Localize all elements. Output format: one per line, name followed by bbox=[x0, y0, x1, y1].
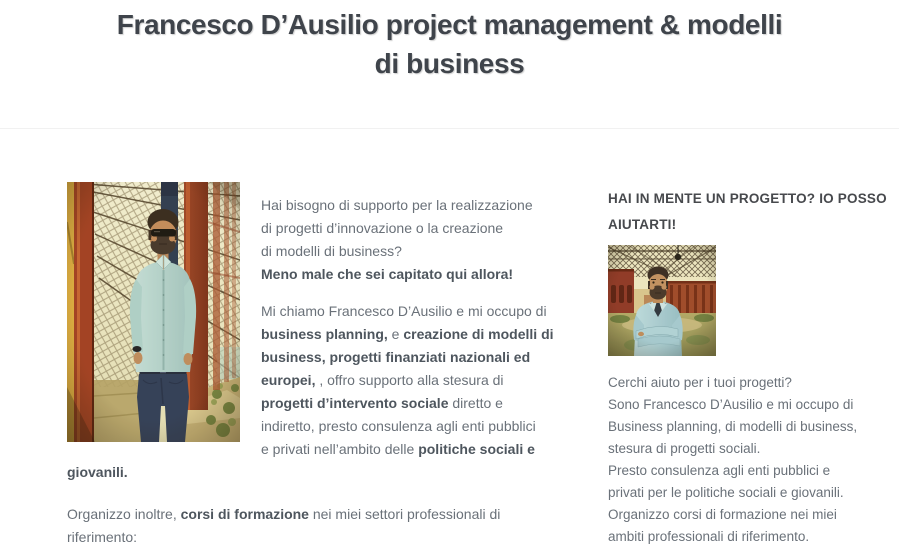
site-header bbox=[0, 0, 899, 129]
intro-paragraph: Hai bisogno di supporto per la realizzazione di progetti d’innovazione o la creazione di modelli di business? Meno male che sei capitato qui allora! bbox=[261, 197, 533, 282]
training-paragraph: Organizzo inoltre, corsi di formazione nei miei settori professionali di riferimento: bbox=[67, 506, 501, 545]
main-text bbox=[261, 182, 554, 461]
main-column bbox=[67, 182, 554, 549]
about-paragraph-continuation: giovanili. bbox=[67, 464, 128, 480]
sidebar bbox=[608, 182, 887, 549]
content-area bbox=[0, 129, 899, 549]
page-title: Francesco D’Ausilio project management & modelli di business bbox=[116, 9, 783, 79]
sidebar-paragraph: Cerchi aiuto per i tuoi progetti? Sono Francesco D’Ausilio e mi occupo di Business planning, di modelli di business, stesura di progetti sociali. Presto consulenza agli enti pubblici e privati per le politiche sociali e giovanili. Organizzo corsi di formazione nei miei ambiti professionali di riferimento. bbox=[608, 375, 858, 544]
sidebar-photo bbox=[608, 245, 716, 356]
main-photo bbox=[67, 182, 240, 442]
sidebar-heading: HAI IN MENTE UN PROGETTO? IO POSSO AIUTARTI! bbox=[608, 191, 887, 232]
about-paragraph: Mi chiamo Francesco D’Ausilio e mi occupo di business planning, e creazione di modelli di business, progetti finanziati nazionali ed europei, , offro supporto alla stesura di progetti d’intervento sociale diretto e indiretto, presto consulenza agli enti pubblici e privati nell’ambito delle politiche sociali e bbox=[261, 303, 554, 457]
